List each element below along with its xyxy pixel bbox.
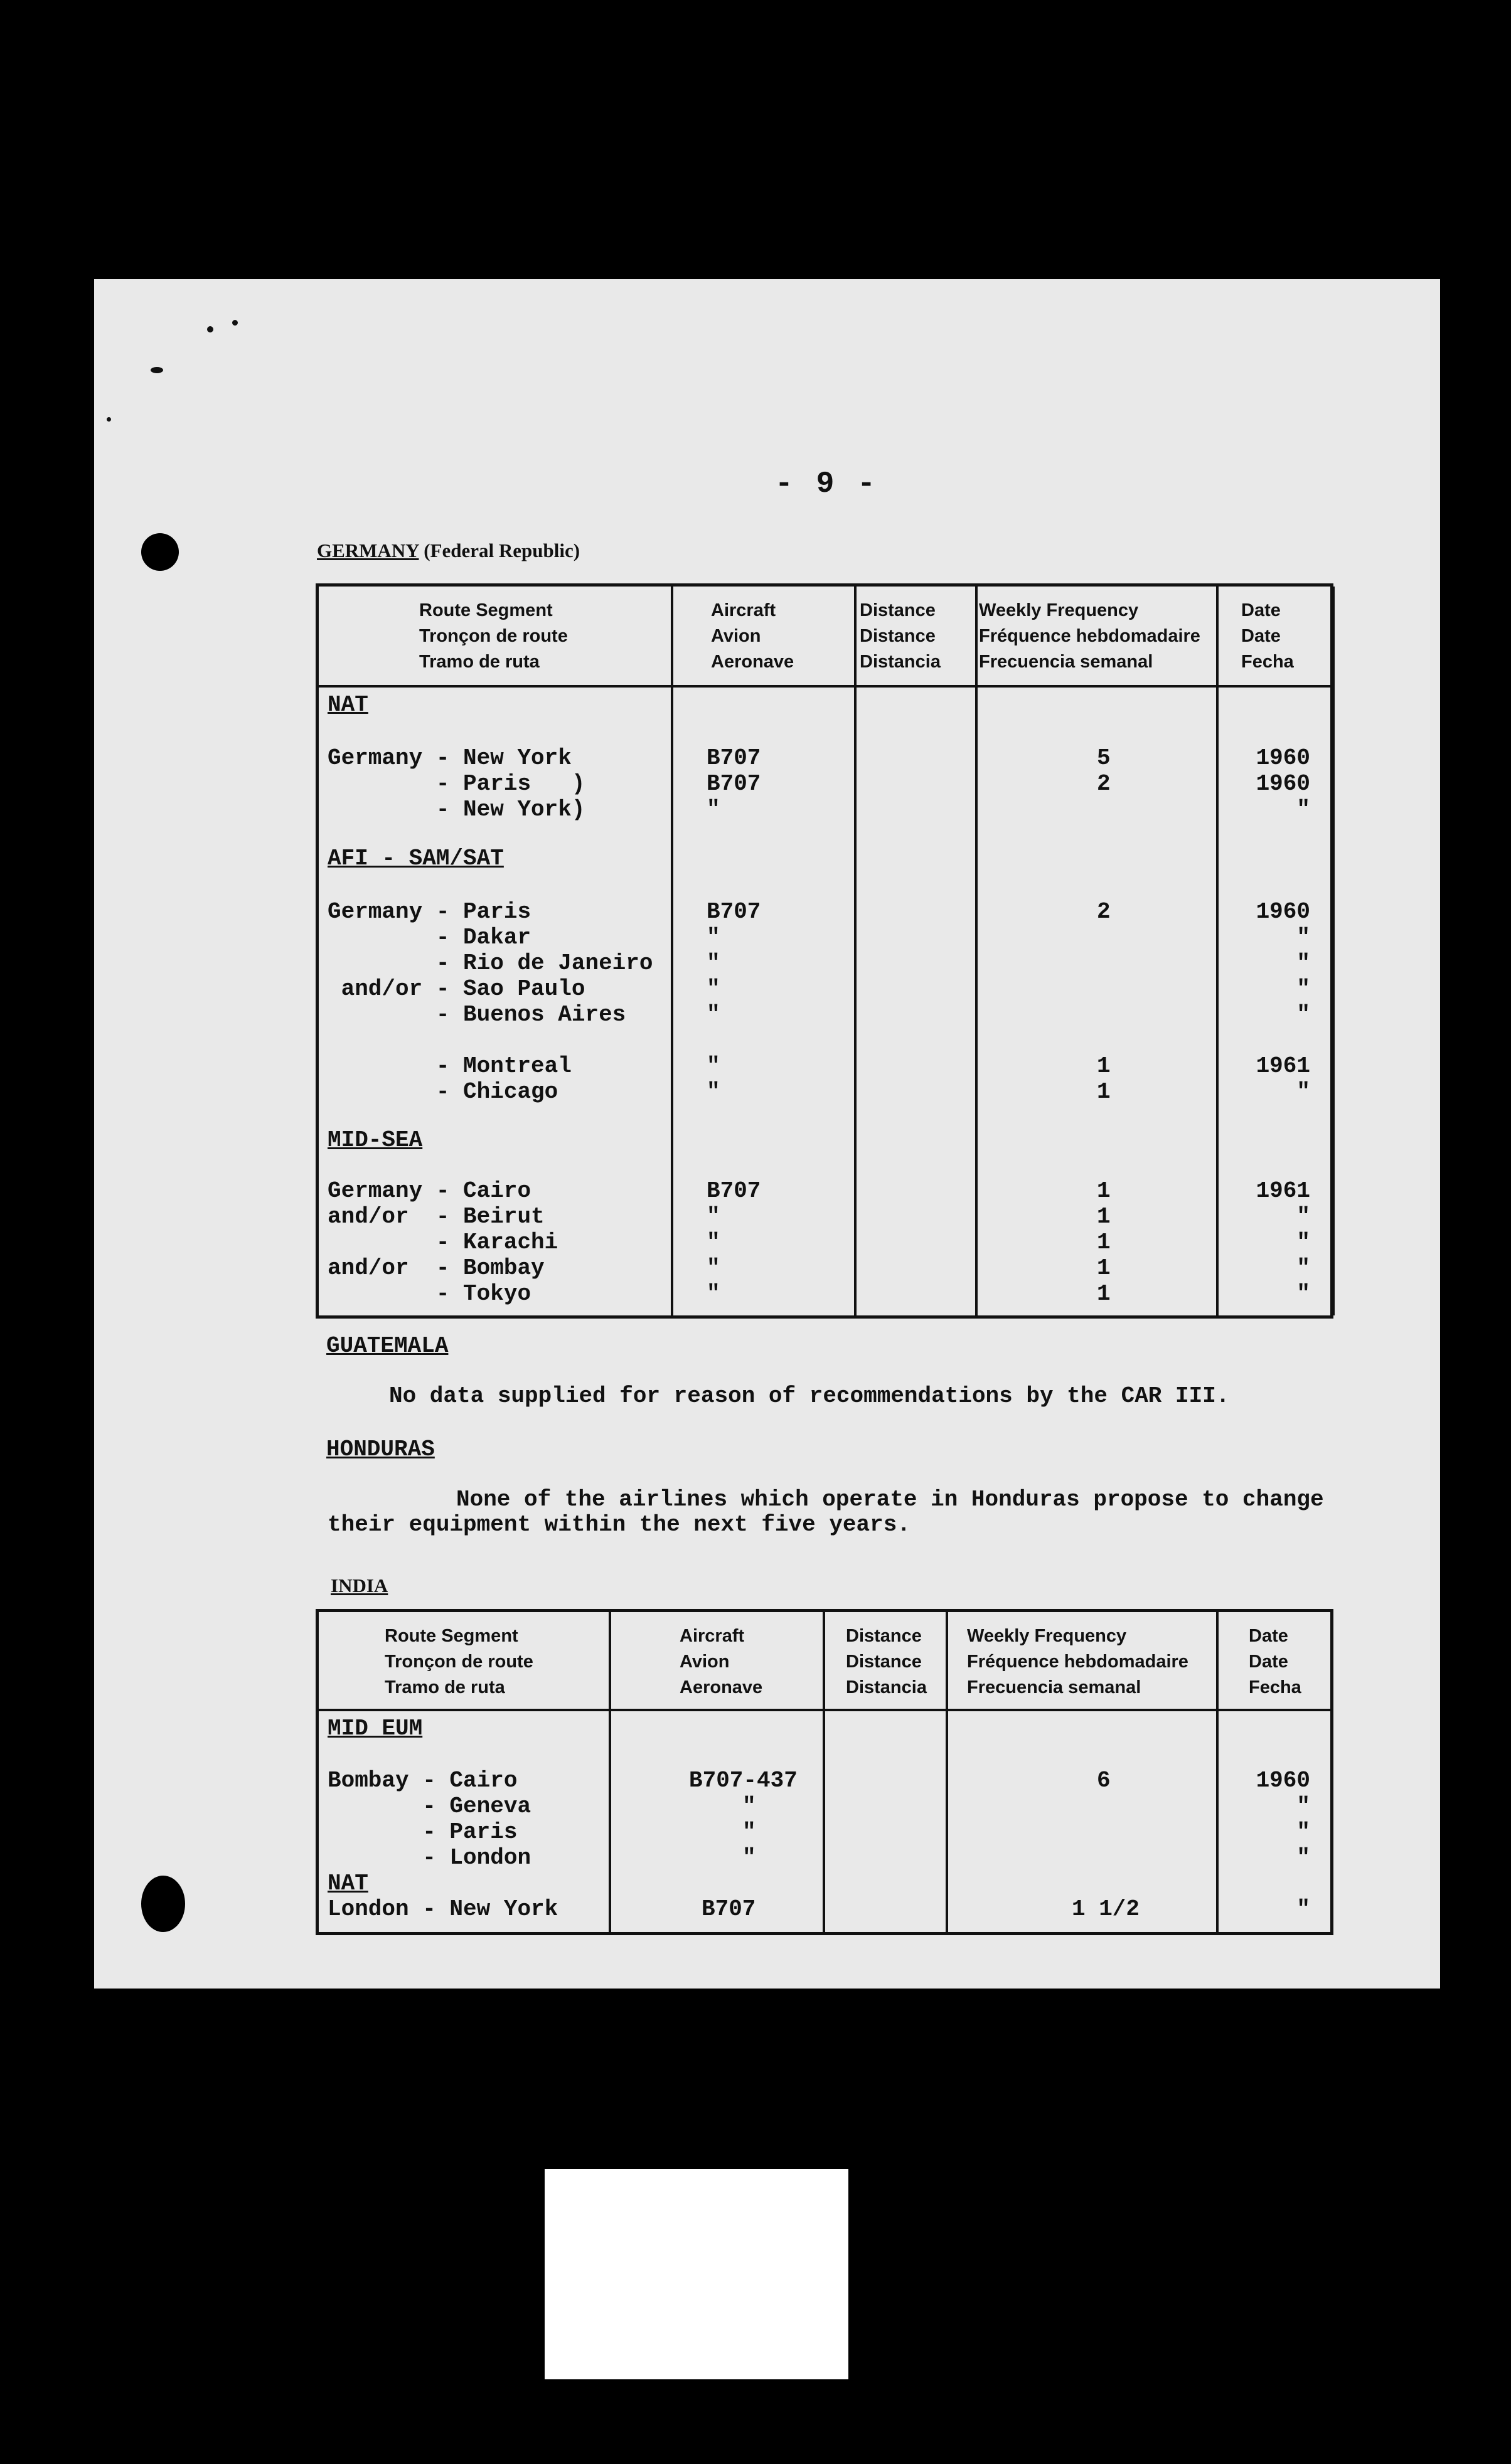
- speck: [207, 326, 213, 332]
- germany-subtitle: (Federal Republic): [424, 539, 580, 561]
- header-frequency: Weekly Frequency Fréquence hebdomadaire Frecuencia semanal: [967, 1626, 1188, 1697]
- honduras-line2: their equipment within the next five years.: [328, 1512, 910, 1537]
- guatemala-text: No data supplied for reason of recommendations by the CAR III.: [389, 1383, 1230, 1409]
- aircraft-col: B707 B707 ": [707, 745, 761, 822]
- route-col: Germany - New York - Paris ) - New York): [328, 745, 585, 822]
- header-date: Date Date Fecha: [1249, 1626, 1301, 1697]
- aircraft-col: B707 " " " ": [707, 1178, 761, 1307]
- date-col: 1961 " " " ": [1256, 1178, 1310, 1307]
- route-col: Bombay - Cairo - Geneva - Paris - London: [328, 1768, 531, 1871]
- punch-hole: [141, 533, 179, 571]
- section-afi-sam-sat: AFI - SAM/SAT: [328, 846, 504, 871]
- speck: [232, 320, 238, 326]
- guatemala-title: GUATEMALA: [326, 1333, 449, 1359]
- header-aircraft: Aircraft Avion Aeronave: [680, 1626, 763, 1697]
- header-distance: Distance Distance Distancia: [860, 600, 941, 672]
- header-distance: Distance Distance Distancia: [846, 1626, 927, 1697]
- speck: [151, 367, 163, 373]
- freq-col: 5 2: [1097, 745, 1111, 797]
- section-mid-eum: MID EUM: [328, 1716, 423, 1741]
- header-route: Route Segment Tronçon de route Tramo de ruta: [419, 600, 568, 672]
- header-date: Date Date Fecha: [1241, 600, 1294, 672]
- germany-heading: [317, 539, 580, 562]
- blank-label-area: [545, 2169, 848, 2379]
- honduras-title: HONDURAS: [326, 1436, 435, 1462]
- honduras-line1: None of the airlines which operate in Honduras propose to change: [456, 1487, 1324, 1512]
- header-aircraft: Aircraft Avion Aeronave: [711, 600, 794, 672]
- aircraft-col: B707 " " " " " ": [707, 899, 761, 1105]
- section-nat: NAT: [328, 692, 368, 718]
- freq-col: 1 1 1 1 1: [1097, 1178, 1111, 1307]
- section-mid-sea: MID-SEA: [328, 1127, 423, 1153]
- punch-hole: [141, 1876, 185, 1932]
- freq-col: 2 1 1: [1097, 899, 1111, 1105]
- aircraft-col: B707: [702, 1896, 756, 1922]
- section-nat: NAT: [328, 1871, 368, 1896]
- date-col: 1960 " " " " 1961 ": [1256, 899, 1310, 1105]
- india-heading: [331, 1575, 388, 1597]
- india-title: INDIA: [331, 1575, 388, 1596]
- germany-title: GERMANY: [317, 539, 419, 561]
- germany-table: [316, 583, 1333, 1319]
- aircraft-col: B707-437 " " ": [689, 1768, 798, 1871]
- date-col: 1960 " " ": [1256, 1768, 1310, 1871]
- header-route: Route Segment Tronçon de route Tramo de ruta: [385, 1626, 533, 1697]
- freq-col: 6: [1097, 1768, 1111, 1793]
- route-col: Germany - Cairo and/or - Beirut - Karachi and/or - Bombay - Tokyo: [328, 1178, 558, 1307]
- page-number: - 9 -: [775, 467, 878, 501]
- freq-col: 1 1/2: [1072, 1896, 1140, 1922]
- header-frequency: Weekly Frequency Fréquence hebdomadaire Frecuencia semanal: [979, 600, 1200, 672]
- india-table: [316, 1609, 1333, 1935]
- route-col: London - New York: [328, 1896, 558, 1922]
- speck: [107, 417, 111, 422]
- date-col: 1960 1960 ": [1256, 745, 1310, 822]
- route-col: Germany - Paris - Dakar - Rio de Janeiro and/or - Sao Paulo - Buenos Aires - Montreal - Chicago: [328, 899, 653, 1105]
- date-col: ": [1296, 1896, 1310, 1922]
